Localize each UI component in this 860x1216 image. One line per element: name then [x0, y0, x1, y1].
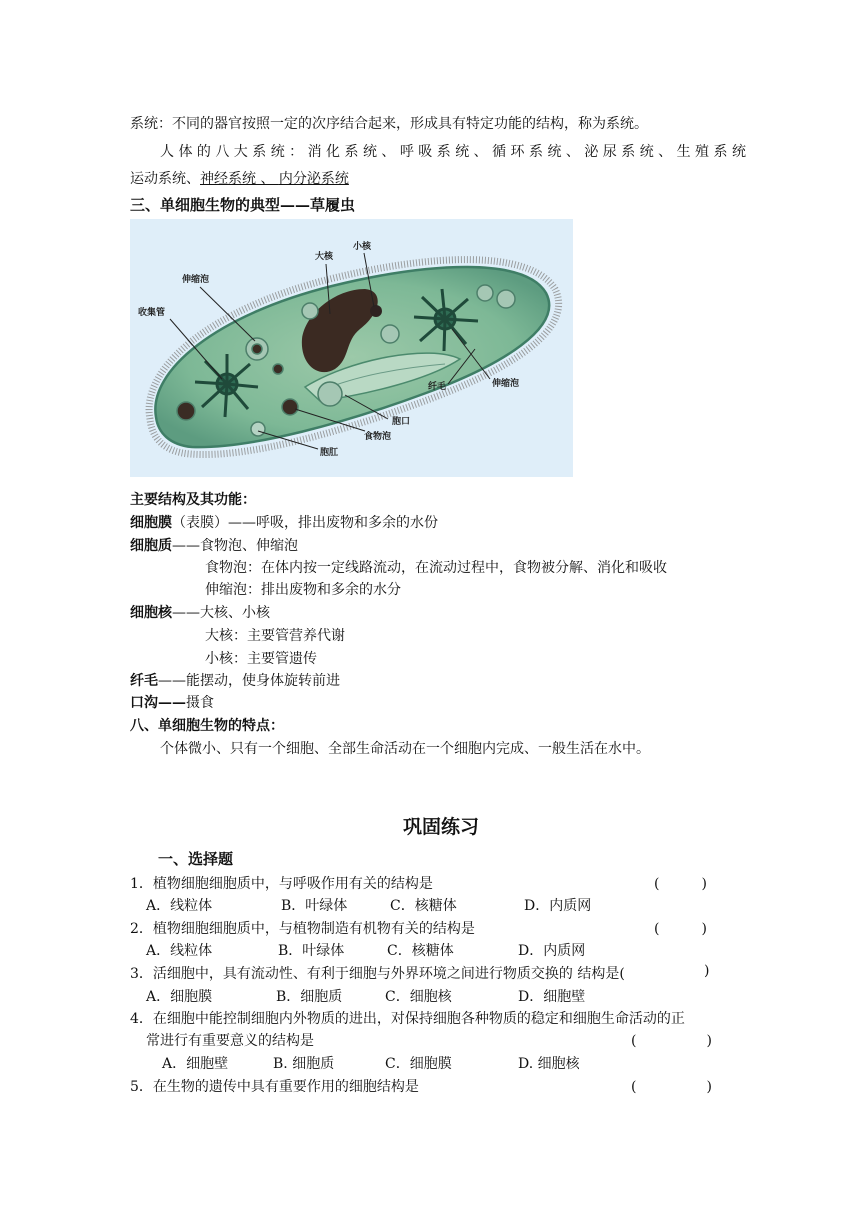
structures-heading: 主要结构及其功能：	[130, 492, 256, 508]
question-4-stem-continued: 常进行有重要意义的结构是	[146, 1033, 314, 1049]
section-3-title: 三、单细胞生物的典型——草履虫	[130, 196, 356, 214]
nucleus-line	[130, 602, 270, 622]
label-macronucleus: 大核	[315, 252, 334, 262]
cytoplasm-term: 细胞质	[130, 538, 172, 554]
section-8-title: 八、单细胞生物的特点：	[130, 718, 284, 734]
q2-option-c: C．核糖体	[387, 943, 454, 959]
q4-option-a: A．细胞壁	[162, 1056, 229, 1072]
oral-groove-term: 口沟——	[130, 695, 186, 711]
nucleus-term: 细胞核	[130, 605, 172, 621]
membrane-line	[130, 512, 438, 532]
eight-systems-line: 人 体 的 八 大 系 统 ： 消 化 系 统 、 呼 吸 系 统 、 循 环 系 统 、 泌 尿 系 统 、 生 殖 系 统	[160, 144, 746, 160]
label-food-vacuole: 食物泡	[364, 432, 392, 442]
macronucleus-desc: 大核：主要管营养代谢	[205, 628, 345, 644]
q1-option-d: D．内质网	[524, 898, 592, 914]
practice-title: 巩固练习	[403, 816, 480, 838]
system-definition: 系统：不同的器官按照一定的次序结合起来，形成具有特定功能的结构，称为系统。	[130, 116, 648, 132]
question-5-stem: 5．在生物的遗传中具有重要作用的细胞结构是	[130, 1079, 419, 1095]
paramecium-illustration	[130, 219, 573, 477]
q4-option-c: C．细胞膜	[385, 1056, 452, 1072]
question-3-stem: 3．活细胞中，具有流动性、有利于细胞与外界环境之间进行物质交换的 结构是(	[130, 966, 625, 982]
cilia-term: 纤毛	[130, 673, 158, 689]
q1-option-a: A．线粒体	[146, 898, 213, 914]
label-collecting-tube: 收集管	[138, 308, 166, 318]
q2-option-d: D．内质网	[518, 943, 586, 959]
q4-option-b: B. 细胞质	[273, 1056, 335, 1072]
label-contractile-vacuole-left: 伸缩泡	[182, 275, 210, 285]
oral-groove-desc: 摄食	[186, 695, 214, 711]
question-5-answer-blank: ( )	[631, 1079, 712, 1095]
label-cilia: 纤毛	[428, 382, 447, 392]
motor-system: 运动系统、	[130, 171, 200, 187]
q2-option-a: A．线粒体	[146, 943, 213, 959]
practice-subtitle: 一、选择题	[158, 850, 234, 868]
cytoplasm-line	[130, 535, 298, 555]
paramecium-figure	[130, 219, 573, 477]
q3-option-a: A．细胞膜	[146, 989, 213, 1005]
q4-option-d: D. 细胞核	[518, 1056, 580, 1072]
q3-option-b: B．细胞质	[276, 989, 343, 1005]
question-1-stem: 1．植物细胞细胞质中，与呼吸作用有关的结构是	[130, 876, 433, 892]
nervous-system: 神经系统	[200, 171, 256, 187]
endocrine-system: 内分泌系统	[278, 171, 349, 187]
q1-option-c: C．核糖体	[390, 898, 457, 914]
question-3-answer-blank: )	[704, 963, 710, 979]
contractile-vacuole-desc: 伸缩泡：排出废物和多余的水分	[205, 582, 401, 598]
cytoplasm-desc: ——食物泡、伸缩泡	[172, 538, 298, 554]
q1-option-b: B．叶绿体	[281, 898, 348, 914]
micronucleus-desc: 小核：主要管遗传	[205, 651, 317, 667]
label-contractile-vacuole-right: 伸缩泡	[492, 379, 520, 389]
nucleus-desc: ——大核、小核	[172, 605, 270, 621]
question-2-stem: 2．植物细胞细胞质中，与植物制造有机物有关的结构是	[130, 921, 475, 937]
q3-option-c: C．细胞核	[385, 989, 452, 1005]
cilia-desc: ——能摆动，使身体旋转前进	[158, 673, 340, 689]
label-micronucleus: 小核	[353, 242, 372, 252]
separator: 、	[256, 171, 279, 187]
label-oral-groove: 胞口	[392, 417, 411, 427]
q3-option-d: D．细胞壁	[518, 989, 586, 1005]
section-8-text: 个体微小、只有一个细胞、全部生命活动在一个细胞内完成、一般生活在水中。	[160, 741, 650, 757]
q2-option-b: B．叶绿体	[278, 943, 345, 959]
eight-systems-continued	[130, 168, 349, 188]
cilia-line	[130, 670, 340, 690]
question-4-answer-blank: ( )	[631, 1033, 712, 1049]
question-4-stem: 4．在细胞中能控制细胞内外物质的进出，对保持细胞各种物质的稳定和细胞生命活动的正	[130, 1011, 685, 1027]
membrane-desc: （表膜）——呼吸，排出废物和多余的水份	[172, 515, 438, 531]
label-anal-pore: 胞肛	[320, 448, 339, 458]
membrane-term: 细胞膜	[130, 515, 172, 531]
question-1-answer-blank: ( )	[654, 876, 707, 892]
oral-groove-line	[130, 692, 214, 712]
question-2-answer-blank: ( )	[654, 921, 707, 937]
food-vacuole-desc: 食物泡：在体内按一定线路流动，在流动过程中，食物被分解、消化和吸收	[205, 560, 667, 576]
